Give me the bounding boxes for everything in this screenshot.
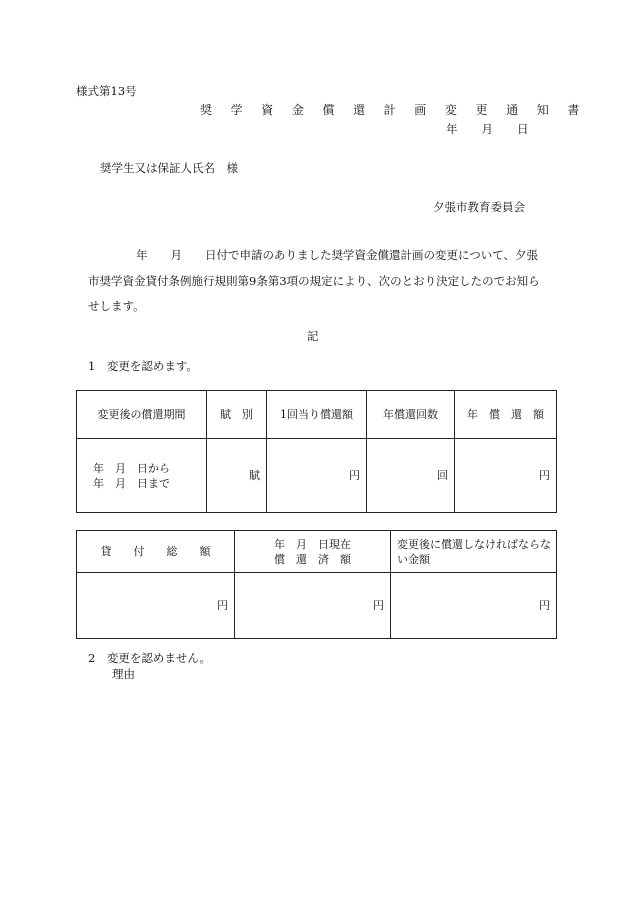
header-annual-count: 年償還回数 [367,391,455,439]
body-line: 年 月 日付で申請のありました奨学資金償還計画の変更について、夕張 [136,248,539,262]
annual-count-cell: 回 [367,439,455,513]
date-line [446,124,529,136]
per-payment-cell: 円 [267,439,367,513]
remaining-cell: 円 [391,573,557,639]
total-loan-cell: 円 [77,573,235,639]
header-annual-amount: 年 償 還 額 [455,391,557,439]
loan-summary-table [76,530,557,639]
header-remaining: 変更後に償還しなければならない金額 [391,531,557,573]
table-header-row [77,531,557,573]
body-paragraph [88,243,563,320]
header-period: 変更後の償還期間 [77,391,207,439]
reason-label: 理由 [112,667,135,681]
header-installment-type: 賦 別 [207,391,267,439]
period-from: 年 月 日から [93,461,170,475]
document-title: 奨 学 資 金 償 還 計 画 変 更 通 知 書 [200,103,587,117]
table-row [77,573,557,639]
item-approve: 1 変更を認めます。 [88,359,198,373]
repayment-plan-table [76,390,557,513]
installment-type-cell: 賦 [207,439,267,513]
header-repaid [235,531,391,573]
repaid-cell: 円 [235,573,391,639]
form-number: 様式第13号 [76,84,137,98]
date-day: 日 [517,122,529,136]
header-repaid-amount: 償 還 済 額 [274,552,351,566]
sender: 夕張市教育委員会 [433,200,525,214]
body-line: 市奨学資金貸付条例施行規則第9条第3項の規定により、次のとおり決定したのでお知ら [88,273,540,288]
ki-heading: 記 [307,329,319,343]
body-line: せします。 [88,299,145,313]
period-cell [77,439,207,513]
annual-amount-cell: 円 [455,439,557,513]
header-per-payment: 1回当り償還額 [267,391,367,439]
table-row [77,439,557,513]
header-total-loan: 貸 付 総 額 [77,531,235,573]
date-year: 年 [446,122,458,136]
header-repaid-date: 年 月 日現在 [274,537,351,551]
item-reject: 2 変更を認めません。 [88,651,212,665]
date-month: 月 [481,122,493,136]
addressee: 奨学生又は保証人氏名 様 [100,161,238,175]
table-header-row [77,391,557,439]
period-to: 年 月 日まで [93,476,170,490]
